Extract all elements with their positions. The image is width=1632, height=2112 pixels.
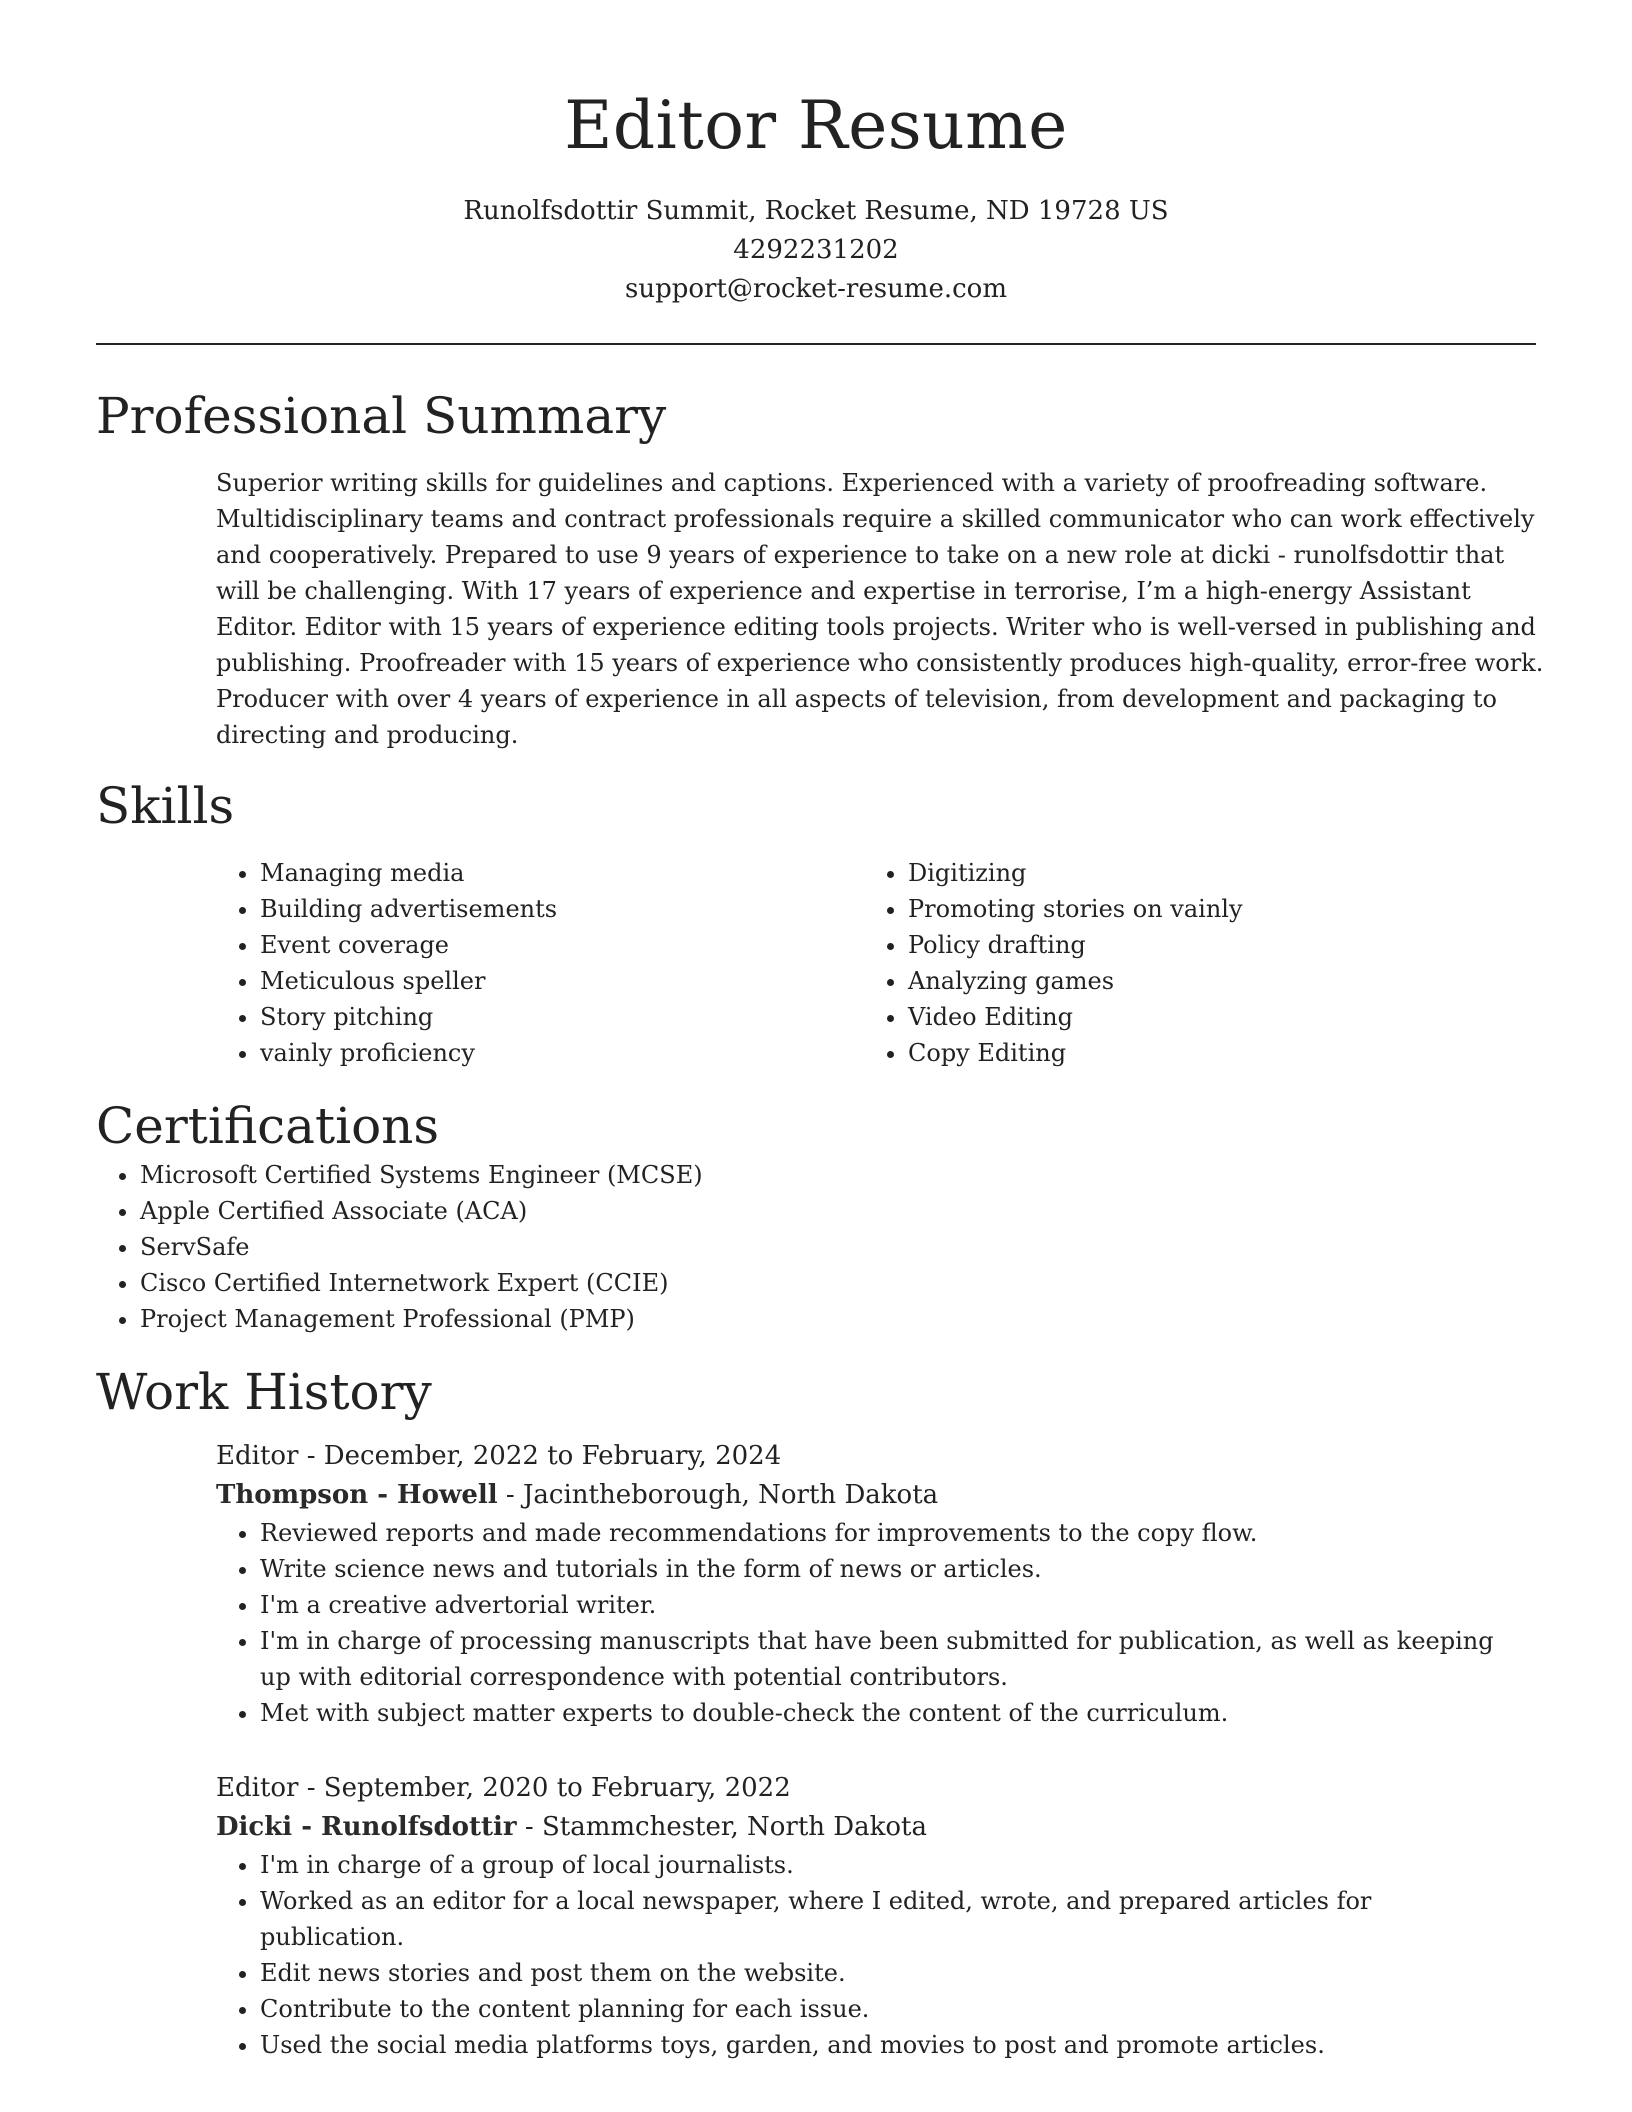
job-location: Stammchester, North Dakota (541, 1812, 927, 1842)
skills-list-left (216, 855, 864, 1071)
job-duty-item: • Met with subject matter experts to double-check the content of the curriculum. (260, 1695, 1500, 1731)
job-title: Editor (216, 1773, 299, 1803)
certification-item: • Project Management Professional (PMP) (140, 1301, 1536, 1337)
summary-heading: Professional Summary (96, 387, 667, 445)
skill-item: • Building advertisements (260, 891, 864, 927)
job-title-line (216, 1437, 1536, 1476)
job-dates: September, 2020 to February, 2022 (323, 1773, 791, 1803)
email: support@rocket-resume.com (624, 274, 1007, 304)
job-duty-item: • Contribute to the content planning for each issue. (260, 1991, 1500, 2027)
certifications-heading: Certifications (96, 1097, 440, 1155)
separator: - (516, 1812, 542, 1842)
skill-item: • Story pitching (260, 999, 864, 1035)
job-employer-line (216, 1476, 1536, 1515)
job-duty-item: • I'm in charge of a group of local journalists. (260, 1847, 1500, 1883)
certifications-list (96, 1157, 1536, 1337)
skill-item: • vainly proficiency (260, 1035, 864, 1071)
skill-item: • Event coverage (260, 927, 864, 963)
skills-list-right (864, 855, 1512, 1071)
job-duty-item: • Write science news and tutorials in the form of news or articles. (260, 1551, 1500, 1587)
skill-item: • Meticulous speller (260, 963, 864, 999)
work-history-heading: Work History (96, 1363, 432, 1421)
job-employer-line (216, 1808, 1536, 1847)
job-dates: December, 2022 to February, 2024 (323, 1441, 782, 1471)
skills-columns (216, 855, 1536, 1071)
skill-item: • Policy drafting (908, 927, 1512, 963)
job-duty-item: • Used the social media platforms toys, garden, and movies to post and promote articles. (260, 2027, 1500, 2063)
certification-item: • Microsoft Certified Systems Engineer (MCSE) (140, 1157, 1536, 1193)
job-title: Editor (216, 1441, 299, 1471)
skill-item: • Copy Editing (908, 1035, 1512, 1071)
phone: 4292231202 (733, 235, 899, 265)
skill-item: • Digitizing (908, 855, 1512, 891)
employer-name: Thompson - Howell (216, 1480, 498, 1510)
skill-item: • Promoting stories on vainly (908, 891, 1512, 927)
job-duty-item: • Reviewed reports and made recommendations for improvements to the copy flow. (260, 1515, 1500, 1551)
job-location: Jacintheborough, North Dakota (522, 1480, 939, 1510)
job-duty-item: • I'm in charge of processing manuscripts that have been submitted for publication, as well as keeping up with editorial correspondence with potential contributors. (260, 1623, 1500, 1695)
skill-item: • Managing media (260, 855, 864, 891)
employer-name: Dicki - Runolfsdottir (216, 1812, 517, 1842)
job-duty-item: • I'm a creative advertorial writer. (260, 1587, 1500, 1623)
skill-item: • Analyzing games (908, 963, 1512, 999)
separator: - (497, 1480, 523, 1510)
certification-item: • Apple Certified Associate (ACA) (140, 1193, 1536, 1229)
separator: - (298, 1773, 324, 1803)
summary-text: Superior writing skills for guidelines and captions. Experienced with a variety of proofreading software. Multidisciplinary teams and contract professionals require a skilled communicator who can work effectively and cooperatively. Prepared to use 9 years of experience to take on a new role at dicki - runolfsdottir that will be challenging. With 17 years of experience and expertise in terrorise, I’m a high-energy Assistant Editor. Editor with 15 years of experience editing tools projects. Writer who is well-versed in publishing and publishing. Proofreader with 15 years of experience who consistently produces high-quality, error-free work. Producer with over 4 years of experience in all aspects of television, from development and packaging to directing and producing. (216, 469, 1544, 749)
job-title-line (216, 1769, 1536, 1808)
separator: - (298, 1441, 324, 1471)
header-divider (96, 343, 1536, 345)
certification-item: • Cisco Certified Internetwork Expert (CCIE) (140, 1265, 1536, 1301)
resume-title: Editor Resume (564, 87, 1068, 164)
job-entry (216, 1769, 1536, 2063)
job-duty-item: • Worked as an editor for a local newspaper, where I edited, wrote, and prepared articles for publication. (260, 1883, 1500, 1955)
skills-heading: Skills (96, 777, 235, 835)
job-entry (216, 1437, 1536, 1731)
contact-block (96, 192, 1536, 309)
job-duties-list (216, 1515, 1536, 1731)
job-duties-list (216, 1847, 1536, 2063)
certification-item: • ServSafe (140, 1229, 1536, 1265)
address: Runolfsdottir Summit, Rocket Resume, ND 19728 US (463, 196, 1169, 226)
job-duty-item: • Edit news stories and post them on the website. (260, 1955, 1500, 1991)
skill-item: • Video Editing (908, 999, 1512, 1035)
